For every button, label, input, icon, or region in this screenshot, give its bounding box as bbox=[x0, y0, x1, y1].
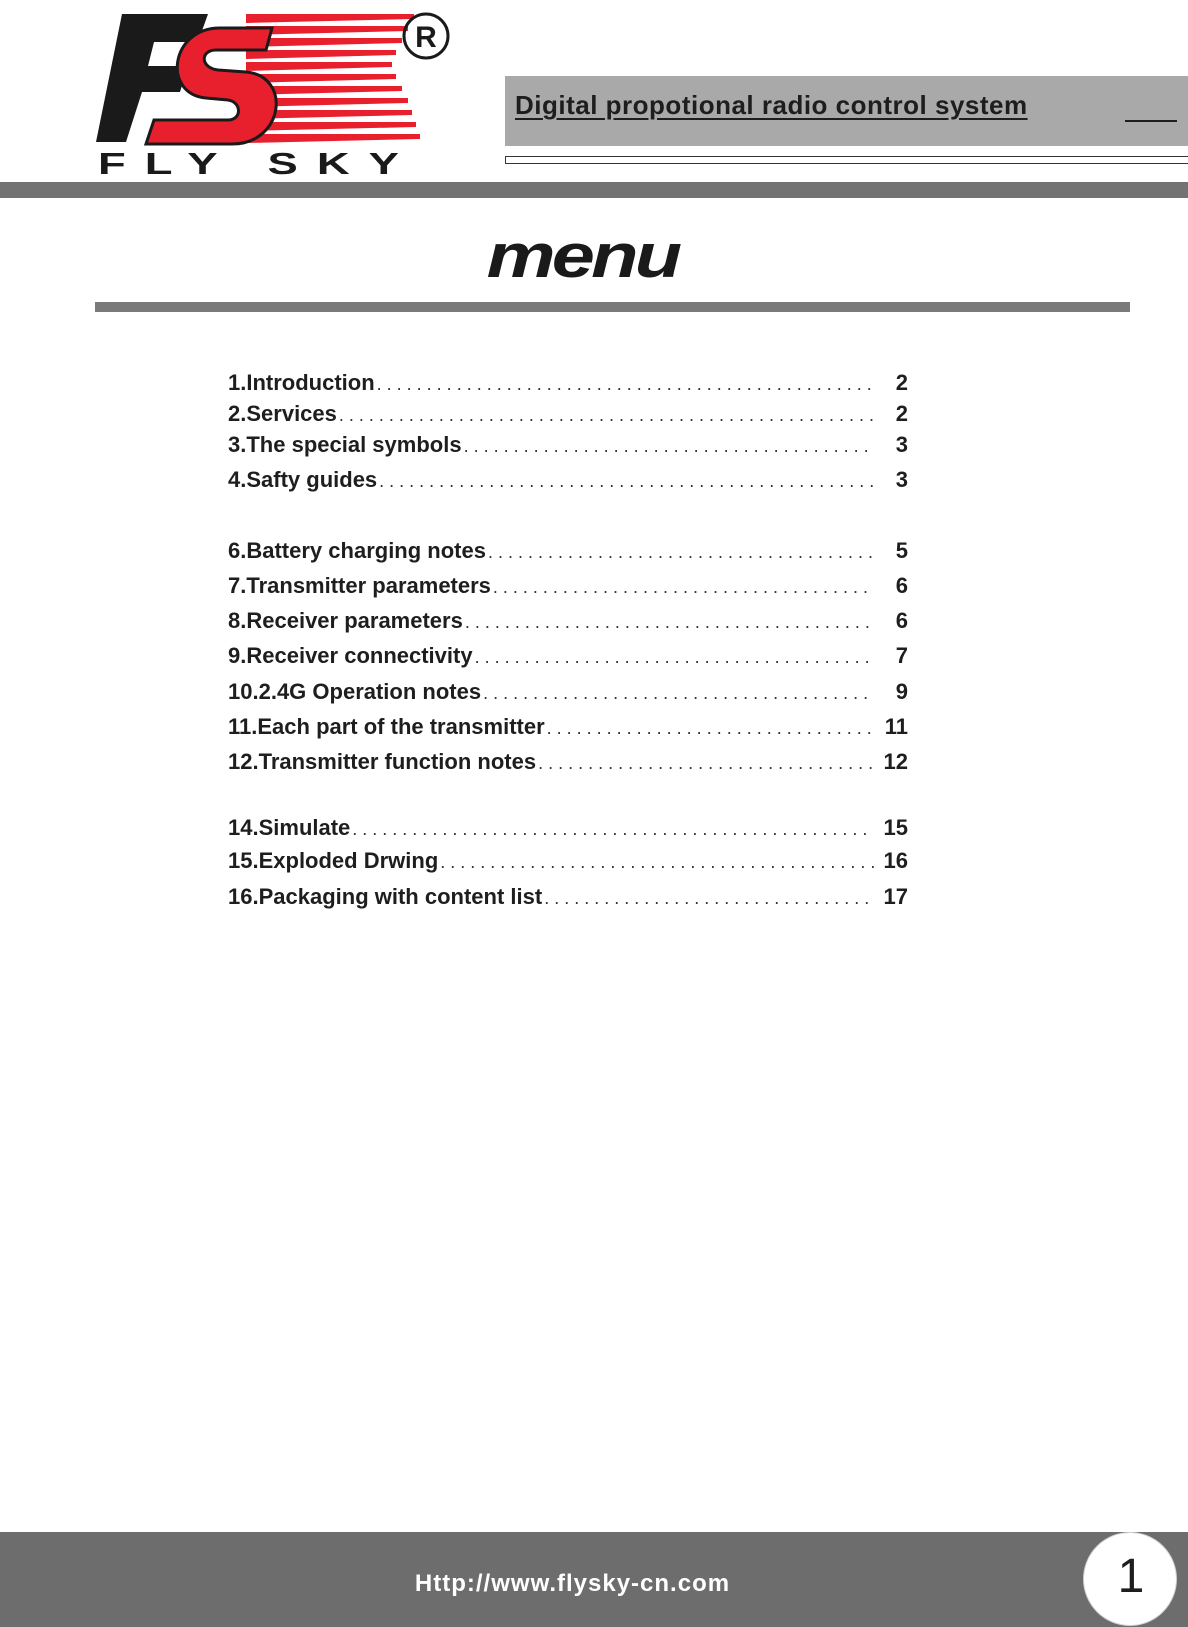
toc-entry-number: 10. bbox=[228, 679, 259, 704]
toc-entry-page: 6 bbox=[895, 608, 908, 633]
toc-entry-number: 3. bbox=[228, 432, 247, 457]
toc-entry-number: 2. bbox=[228, 401, 247, 426]
toc-entry-page: 9 bbox=[895, 679, 908, 704]
logo-wordmark: FLY SKY bbox=[98, 146, 418, 178]
toc-entry-page: 3 bbox=[895, 467, 908, 492]
toc-entry-number: 1. bbox=[228, 370, 247, 395]
header-outline-bar bbox=[505, 156, 1188, 164]
toc-entry[interactable] bbox=[228, 815, 908, 841]
toc-entry-label: Safty guides bbox=[246, 467, 378, 492]
toc-entry-leader bbox=[475, 647, 874, 668]
toc-entry[interactable] bbox=[228, 467, 908, 493]
toc-entry-page: 7 bbox=[895, 643, 908, 668]
toc-entry[interactable] bbox=[228, 538, 908, 564]
toc-entry[interactable] bbox=[228, 432, 908, 458]
toc-entry[interactable] bbox=[228, 679, 908, 705]
svg-text:R: R bbox=[415, 21, 437, 54]
toc-entry-number: 16. bbox=[228, 884, 259, 909]
footer-bar bbox=[0, 1532, 1188, 1627]
toc-entry-number: 12. bbox=[228, 749, 259, 774]
toc-entry-page: 2 bbox=[895, 370, 908, 395]
toc-entry[interactable] bbox=[228, 608, 908, 634]
page-number-badge bbox=[1083, 1532, 1177, 1626]
toc-entry-leader bbox=[440, 852, 874, 873]
toc-entry-leader bbox=[488, 542, 874, 563]
toc-entry-number: 4. bbox=[228, 467, 247, 492]
toc-entry-leader bbox=[493, 577, 874, 598]
header-divider bbox=[0, 182, 1188, 198]
toc-entry-label: Introduction bbox=[246, 370, 375, 395]
toc-entry-page: 11 bbox=[884, 714, 908, 739]
toc-entry-page: 2 bbox=[895, 401, 908, 426]
toc-entry-number: 8. bbox=[228, 608, 247, 633]
toc-entry[interactable] bbox=[228, 401, 908, 427]
toc-entry-page: 15 bbox=[883, 815, 908, 840]
toc-entry-number: 6. bbox=[228, 538, 247, 563]
toc-entry-page: 12 bbox=[883, 749, 908, 774]
toc-entry-label: Transmitter function notes bbox=[258, 749, 537, 774]
footer-website-link[interactable]: Http://www.flysky-cn.com bbox=[414, 1570, 731, 1597]
toc-entry-label: Transmitter parameters bbox=[246, 573, 491, 598]
flysky-logo bbox=[96, 10, 476, 178]
toc-entry-label: Receiver parameters bbox=[246, 608, 463, 633]
toc-entry-page: 3 bbox=[895, 432, 908, 457]
toc-entry-label: Services bbox=[246, 401, 337, 426]
header-band bbox=[505, 76, 1188, 146]
page-number: 1 bbox=[1117, 1550, 1145, 1603]
toc-entry[interactable] bbox=[228, 749, 908, 775]
toc-entry-leader bbox=[538, 753, 874, 774]
toc-entry-leader bbox=[377, 374, 874, 395]
toc-entry-label: Simulate bbox=[258, 815, 351, 840]
toc-entry[interactable] bbox=[228, 884, 908, 910]
toc-entry-label: Packaging with content list bbox=[258, 884, 543, 909]
toc-entry-label: Each part of the transmitter bbox=[257, 714, 545, 739]
toc-entry[interactable] bbox=[228, 714, 908, 740]
header-title: Digital propotional radio control system bbox=[515, 90, 1028, 120]
toc-entry-label: Receiver connectivity bbox=[246, 643, 473, 668]
toc-entry-label: The special symbols bbox=[246, 432, 462, 457]
toc-entry[interactable] bbox=[228, 643, 908, 669]
toc-entry-number: 7. bbox=[228, 573, 247, 598]
toc-entry[interactable] bbox=[228, 370, 908, 396]
header-title-underline bbox=[1125, 120, 1177, 122]
toc-entry-leader bbox=[352, 819, 874, 840]
menu-divider bbox=[95, 302, 1130, 312]
toc-entry-page: 6 bbox=[895, 573, 908, 598]
toc-entry-number: 15. bbox=[228, 848, 259, 873]
toc-entry-number: 9. bbox=[228, 643, 247, 668]
toc-entry-leader bbox=[379, 471, 874, 492]
toc-entry[interactable] bbox=[228, 573, 908, 599]
toc-entry-page: 17 bbox=[883, 884, 908, 909]
toc-entry-page: 16 bbox=[883, 848, 908, 873]
toc-entry-number: 14. bbox=[228, 815, 259, 840]
toc-entry-label: Exploded Drwing bbox=[258, 848, 439, 873]
toc-entry-page: 5 bbox=[895, 538, 908, 563]
menu-title: menu bbox=[486, 222, 679, 291]
toc-entry-label: Battery charging notes bbox=[246, 538, 486, 563]
toc-entry-label: 2.4G Operation notes bbox=[258, 679, 482, 704]
toc-entry-leader bbox=[483, 683, 874, 704]
toc-entry-number: 11. bbox=[228, 714, 258, 739]
toc-entry[interactable] bbox=[228, 848, 908, 874]
toc-entry-leader bbox=[544, 888, 874, 909]
toc-entry-leader bbox=[464, 436, 874, 457]
toc-entry-leader bbox=[339, 405, 874, 426]
toc-entry-leader bbox=[547, 718, 874, 739]
toc-entry-leader bbox=[465, 612, 874, 633]
